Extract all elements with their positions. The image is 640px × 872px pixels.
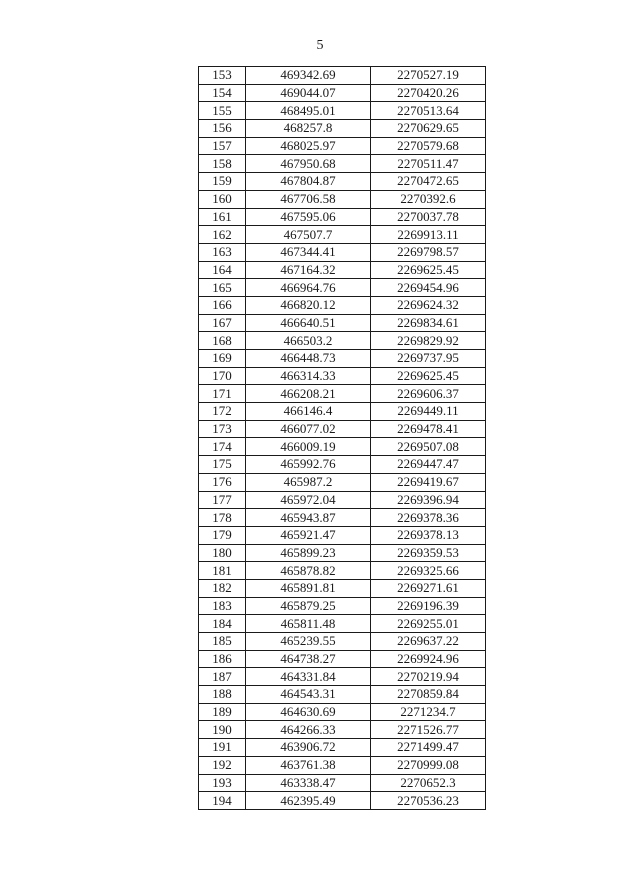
table-row [199, 102, 486, 120]
y-coordinate-cell: 2269829.92 [371, 332, 486, 350]
point-number-cell: 186 [199, 650, 246, 668]
y-coordinate-cell: 2271499.47 [371, 739, 486, 757]
table-row [199, 562, 486, 580]
point-number-cell: 177 [199, 491, 246, 509]
table-row [199, 367, 486, 385]
point-number-cell: 158 [199, 155, 246, 173]
y-coordinate-cell: 2269359.53 [371, 544, 486, 562]
point-number-cell: 169 [199, 350, 246, 368]
table-row [199, 173, 486, 191]
table-row [199, 226, 486, 244]
x-coordinate-cell: 466208.21 [246, 385, 371, 403]
y-coordinate-cell: 2269454.96 [371, 279, 486, 297]
y-coordinate-cell: 2269449.11 [371, 403, 486, 421]
y-coordinate-cell: 2269625.45 [371, 367, 486, 385]
table-row [199, 332, 486, 350]
point-number-cell: 192 [199, 756, 246, 774]
table-row [199, 350, 486, 368]
table-row [199, 579, 486, 597]
y-coordinate-cell: 2269255.01 [371, 615, 486, 633]
x-coordinate-cell: 464543.31 [246, 686, 371, 704]
x-coordinate-cell: 467804.87 [246, 173, 371, 191]
y-coordinate-cell: 2270472.65 [371, 173, 486, 191]
y-coordinate-cell: 2270513.64 [371, 102, 486, 120]
x-coordinate-cell: 464331.84 [246, 668, 371, 686]
point-number-cell: 182 [199, 579, 246, 597]
point-number-cell: 176 [199, 473, 246, 491]
x-coordinate-cell: 467706.58 [246, 190, 371, 208]
x-coordinate-cell: 469342.69 [246, 67, 371, 85]
table-row [199, 120, 486, 138]
point-number-cell: 180 [199, 544, 246, 562]
x-coordinate-cell: 465891.81 [246, 579, 371, 597]
y-coordinate-cell: 2270999.08 [371, 756, 486, 774]
x-coordinate-cell: 466640.51 [246, 314, 371, 332]
table-row [199, 774, 486, 792]
x-coordinate-cell: 465921.47 [246, 526, 371, 544]
table-row [199, 261, 486, 279]
point-number-cell: 184 [199, 615, 246, 633]
x-coordinate-cell: 466314.33 [246, 367, 371, 385]
x-coordinate-cell: 467344.41 [246, 243, 371, 261]
y-coordinate-cell: 2270037.78 [371, 208, 486, 226]
point-number-cell: 179 [199, 526, 246, 544]
point-number-cell: 165 [199, 279, 246, 297]
y-coordinate-cell: 2269271.61 [371, 579, 486, 597]
point-number-cell: 155 [199, 102, 246, 120]
y-coordinate-cell: 2269507.08 [371, 438, 486, 456]
table-row [199, 544, 486, 562]
y-coordinate-cell: 2270629.65 [371, 120, 486, 138]
point-number-cell: 185 [199, 633, 246, 651]
table-row [199, 650, 486, 668]
y-coordinate-cell: 2269624.32 [371, 296, 486, 314]
coordinates-table [198, 66, 486, 810]
point-number-cell: 161 [199, 208, 246, 226]
table-row [199, 137, 486, 155]
x-coordinate-cell: 465899.23 [246, 544, 371, 562]
x-coordinate-cell: 465239.55 [246, 633, 371, 651]
point-number-cell: 191 [199, 739, 246, 757]
x-coordinate-cell: 467164.32 [246, 261, 371, 279]
point-number-cell: 166 [199, 296, 246, 314]
point-number-cell: 168 [199, 332, 246, 350]
x-coordinate-cell: 468025.97 [246, 137, 371, 155]
y-coordinate-cell: 2269378.13 [371, 526, 486, 544]
table-row [199, 509, 486, 527]
x-coordinate-cell: 465811.48 [246, 615, 371, 633]
table-row [199, 668, 486, 686]
x-coordinate-cell: 464738.27 [246, 650, 371, 668]
point-number-cell: 193 [199, 774, 246, 792]
table-row [199, 279, 486, 297]
table-row [199, 615, 486, 633]
y-coordinate-cell: 2269378.36 [371, 509, 486, 527]
point-number-cell: 163 [199, 243, 246, 261]
y-coordinate-cell: 2269196.39 [371, 597, 486, 615]
table-row [199, 208, 486, 226]
x-coordinate-cell: 463761.38 [246, 756, 371, 774]
table-row [199, 296, 486, 314]
x-coordinate-cell: 465878.82 [246, 562, 371, 580]
table-row [199, 721, 486, 739]
point-number-cell: 172 [199, 403, 246, 421]
point-number-cell: 170 [199, 367, 246, 385]
y-coordinate-cell: 2269637.22 [371, 633, 486, 651]
point-number-cell: 175 [199, 456, 246, 474]
x-coordinate-cell: 463906.72 [246, 739, 371, 757]
point-number-cell: 162 [199, 226, 246, 244]
point-number-cell: 194 [199, 792, 246, 810]
y-coordinate-cell: 2269419.67 [371, 473, 486, 491]
point-number-cell: 154 [199, 84, 246, 102]
x-coordinate-cell: 469044.07 [246, 84, 371, 102]
table-row [199, 597, 486, 615]
point-number-cell: 171 [199, 385, 246, 403]
table-row [199, 314, 486, 332]
x-coordinate-cell: 464630.69 [246, 703, 371, 721]
y-coordinate-cell: 2270511.47 [371, 155, 486, 173]
point-number-cell: 167 [199, 314, 246, 332]
y-coordinate-cell: 2271526.77 [371, 721, 486, 739]
x-coordinate-cell: 468257.8 [246, 120, 371, 138]
table-row [199, 67, 486, 85]
table-row [199, 633, 486, 651]
x-coordinate-cell: 467595.06 [246, 208, 371, 226]
x-coordinate-cell: 467507.7 [246, 226, 371, 244]
point-number-cell: 173 [199, 420, 246, 438]
page-number: 5 [316, 38, 324, 53]
y-coordinate-cell: 2269325.66 [371, 562, 486, 580]
y-coordinate-cell: 2269478.41 [371, 420, 486, 438]
x-coordinate-cell: 465987.2 [246, 473, 371, 491]
y-coordinate-cell: 2269447.47 [371, 456, 486, 474]
y-coordinate-cell: 2269606.37 [371, 385, 486, 403]
x-coordinate-cell: 465943.87 [246, 509, 371, 527]
x-coordinate-cell: 462395.49 [246, 792, 371, 810]
table-row [199, 686, 486, 704]
table-row [199, 756, 486, 774]
coordinates-table-body [199, 67, 486, 810]
x-coordinate-cell: 464266.33 [246, 721, 371, 739]
point-number-cell: 181 [199, 562, 246, 580]
y-coordinate-cell: 2269924.96 [371, 650, 486, 668]
table-row [199, 403, 486, 421]
y-coordinate-cell: 2269396.94 [371, 491, 486, 509]
y-coordinate-cell: 2270652.3 [371, 774, 486, 792]
x-coordinate-cell: 466146.4 [246, 403, 371, 421]
y-coordinate-cell: 2270392.6 [371, 190, 486, 208]
table-row [199, 473, 486, 491]
y-coordinate-cell: 2269625.45 [371, 261, 486, 279]
y-coordinate-cell: 2271234.7 [371, 703, 486, 721]
y-coordinate-cell: 2270579.68 [371, 137, 486, 155]
point-number-cell: 159 [199, 173, 246, 191]
y-coordinate-cell: 2269834.61 [371, 314, 486, 332]
x-coordinate-cell: 466077.02 [246, 420, 371, 438]
point-number-cell: 189 [199, 703, 246, 721]
y-coordinate-cell: 2270219.94 [371, 668, 486, 686]
point-number-cell: 156 [199, 120, 246, 138]
x-coordinate-cell: 466964.76 [246, 279, 371, 297]
point-number-cell: 178 [199, 509, 246, 527]
y-coordinate-cell: 2270859.84 [371, 686, 486, 704]
x-coordinate-cell: 465992.76 [246, 456, 371, 474]
point-number-cell: 157 [199, 137, 246, 155]
y-coordinate-cell: 2269913.11 [371, 226, 486, 244]
x-coordinate-cell: 465972.04 [246, 491, 371, 509]
table-row [199, 792, 486, 810]
x-coordinate-cell: 466503.2 [246, 332, 371, 350]
table-row [199, 739, 486, 757]
point-number-cell: 153 [199, 67, 246, 85]
table-row [199, 491, 486, 509]
table-row [199, 155, 486, 173]
point-number-cell: 160 [199, 190, 246, 208]
y-coordinate-cell: 2270527.19 [371, 67, 486, 85]
point-number-cell: 183 [199, 597, 246, 615]
point-number-cell: 188 [199, 686, 246, 704]
table-row [199, 190, 486, 208]
point-number-cell: 190 [199, 721, 246, 739]
point-number-cell: 164 [199, 261, 246, 279]
table-row [199, 243, 486, 261]
y-coordinate-cell: 2270536.23 [371, 792, 486, 810]
x-coordinate-cell: 467950.68 [246, 155, 371, 173]
table-row [199, 385, 486, 403]
y-coordinate-cell: 2269798.57 [371, 243, 486, 261]
x-coordinate-cell: 466009.19 [246, 438, 371, 456]
table-row [199, 703, 486, 721]
table-row [199, 526, 486, 544]
x-coordinate-cell: 468495.01 [246, 102, 371, 120]
x-coordinate-cell: 463338.47 [246, 774, 371, 792]
table-row [199, 420, 486, 438]
point-number-cell: 187 [199, 668, 246, 686]
x-coordinate-cell: 466448.73 [246, 350, 371, 368]
table-row [199, 84, 486, 102]
y-coordinate-cell: 2269737.95 [371, 350, 486, 368]
table-row [199, 456, 486, 474]
y-coordinate-cell: 2270420.26 [371, 84, 486, 102]
x-coordinate-cell: 466820.12 [246, 296, 371, 314]
table-row [199, 438, 486, 456]
x-coordinate-cell: 465879.25 [246, 597, 371, 615]
point-number-cell: 174 [199, 438, 246, 456]
